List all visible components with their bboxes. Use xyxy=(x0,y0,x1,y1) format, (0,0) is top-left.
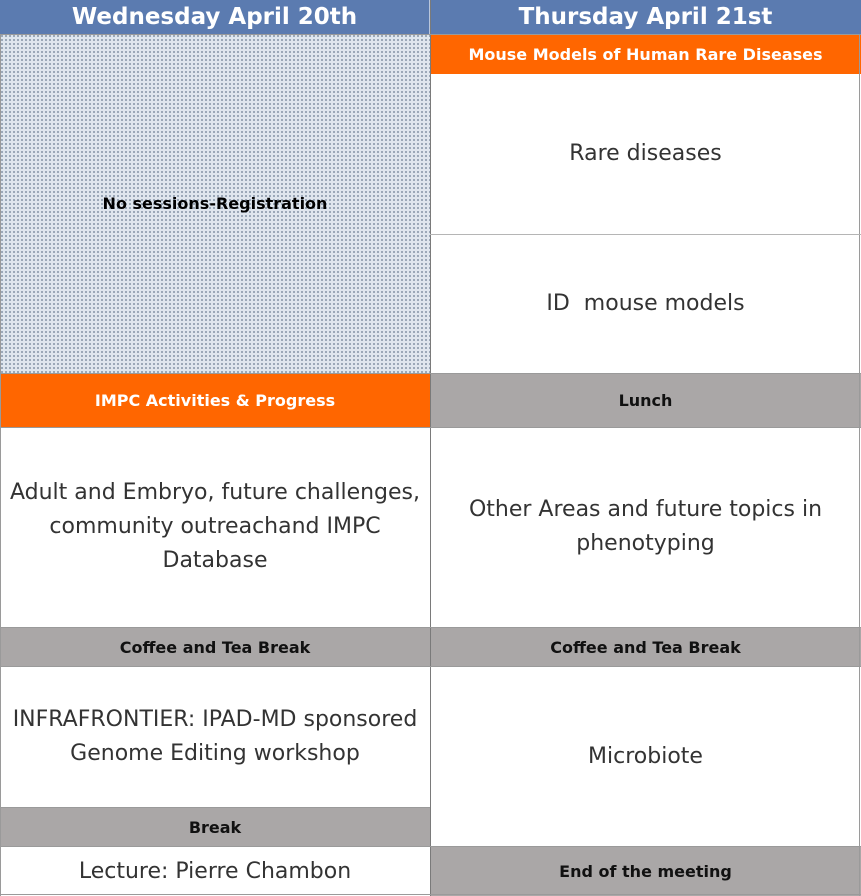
column-divider xyxy=(430,0,431,896)
registration-label: No sessions-Registration xyxy=(102,194,328,213)
impc-session-header-label: IMPC Activities & Progress xyxy=(94,390,336,410)
lecture-label: Lecture: Pierre Chambon xyxy=(78,858,352,884)
registration-block xyxy=(0,34,430,373)
lunch-bottom-divider xyxy=(0,427,861,428)
thursday-header xyxy=(430,0,861,34)
break-top-divider xyxy=(0,807,430,808)
id-mouse-models-session xyxy=(430,234,861,373)
end-of-meeting xyxy=(430,847,861,896)
mouse-models-header-label: Mouse Models of Human Rare Diseases xyxy=(468,44,823,64)
lecture xyxy=(0,847,430,896)
infrafrontier-session-label: INFRAFRONTIER: IPAD-MD sponsored Genome Editing workshop xyxy=(12,707,418,766)
impc-session-label: Adult and Embryo, future challenges, community outreachand IMPC Database xyxy=(9,480,421,573)
rare-diseases-label: Rare diseases xyxy=(569,141,722,166)
wednesday-break-label: Break xyxy=(188,817,242,837)
thursday-coffee-break xyxy=(430,627,861,667)
header-divider xyxy=(0,34,861,35)
other-areas-session xyxy=(430,427,861,627)
right-border xyxy=(859,34,860,896)
bottom-border xyxy=(0,894,861,895)
wednesday-coffee-break-label: Coffee and Tea Break xyxy=(119,637,311,657)
wednesday-header-label: Wednesday April 20th xyxy=(71,4,358,30)
microbiote-label: Microbiote xyxy=(588,744,703,769)
coffee-bottom-divider xyxy=(0,666,861,667)
mouse-models-header xyxy=(430,34,861,74)
microbiote-session xyxy=(430,667,861,847)
lunch xyxy=(430,373,861,427)
rare-diseases-session xyxy=(430,74,861,234)
infrafrontier-session xyxy=(0,667,430,807)
break-bottom-divider xyxy=(0,846,861,847)
wednesday-break xyxy=(0,807,430,847)
impc-session xyxy=(0,427,430,627)
wednesday-header xyxy=(0,0,430,34)
thursday-header-label: Thursday April 21st xyxy=(518,4,773,30)
left-border xyxy=(0,34,1,896)
rare-diseases-divider xyxy=(430,234,861,235)
wednesday-coffee-break xyxy=(0,627,430,667)
thursday-coffee-break-label: Coffee and Tea Break xyxy=(550,637,741,657)
end-of-meeting-label: End of the meeting xyxy=(559,862,732,881)
coffee-top-divider xyxy=(0,627,861,628)
impc-session-header xyxy=(0,373,430,427)
lunch-top-divider xyxy=(0,373,861,374)
lunch-label: Lunch xyxy=(618,390,673,410)
id-mouse-models-label: ID mouse models xyxy=(546,290,745,316)
other-areas-label: Other Areas and future topics in phenotyping xyxy=(468,497,823,556)
